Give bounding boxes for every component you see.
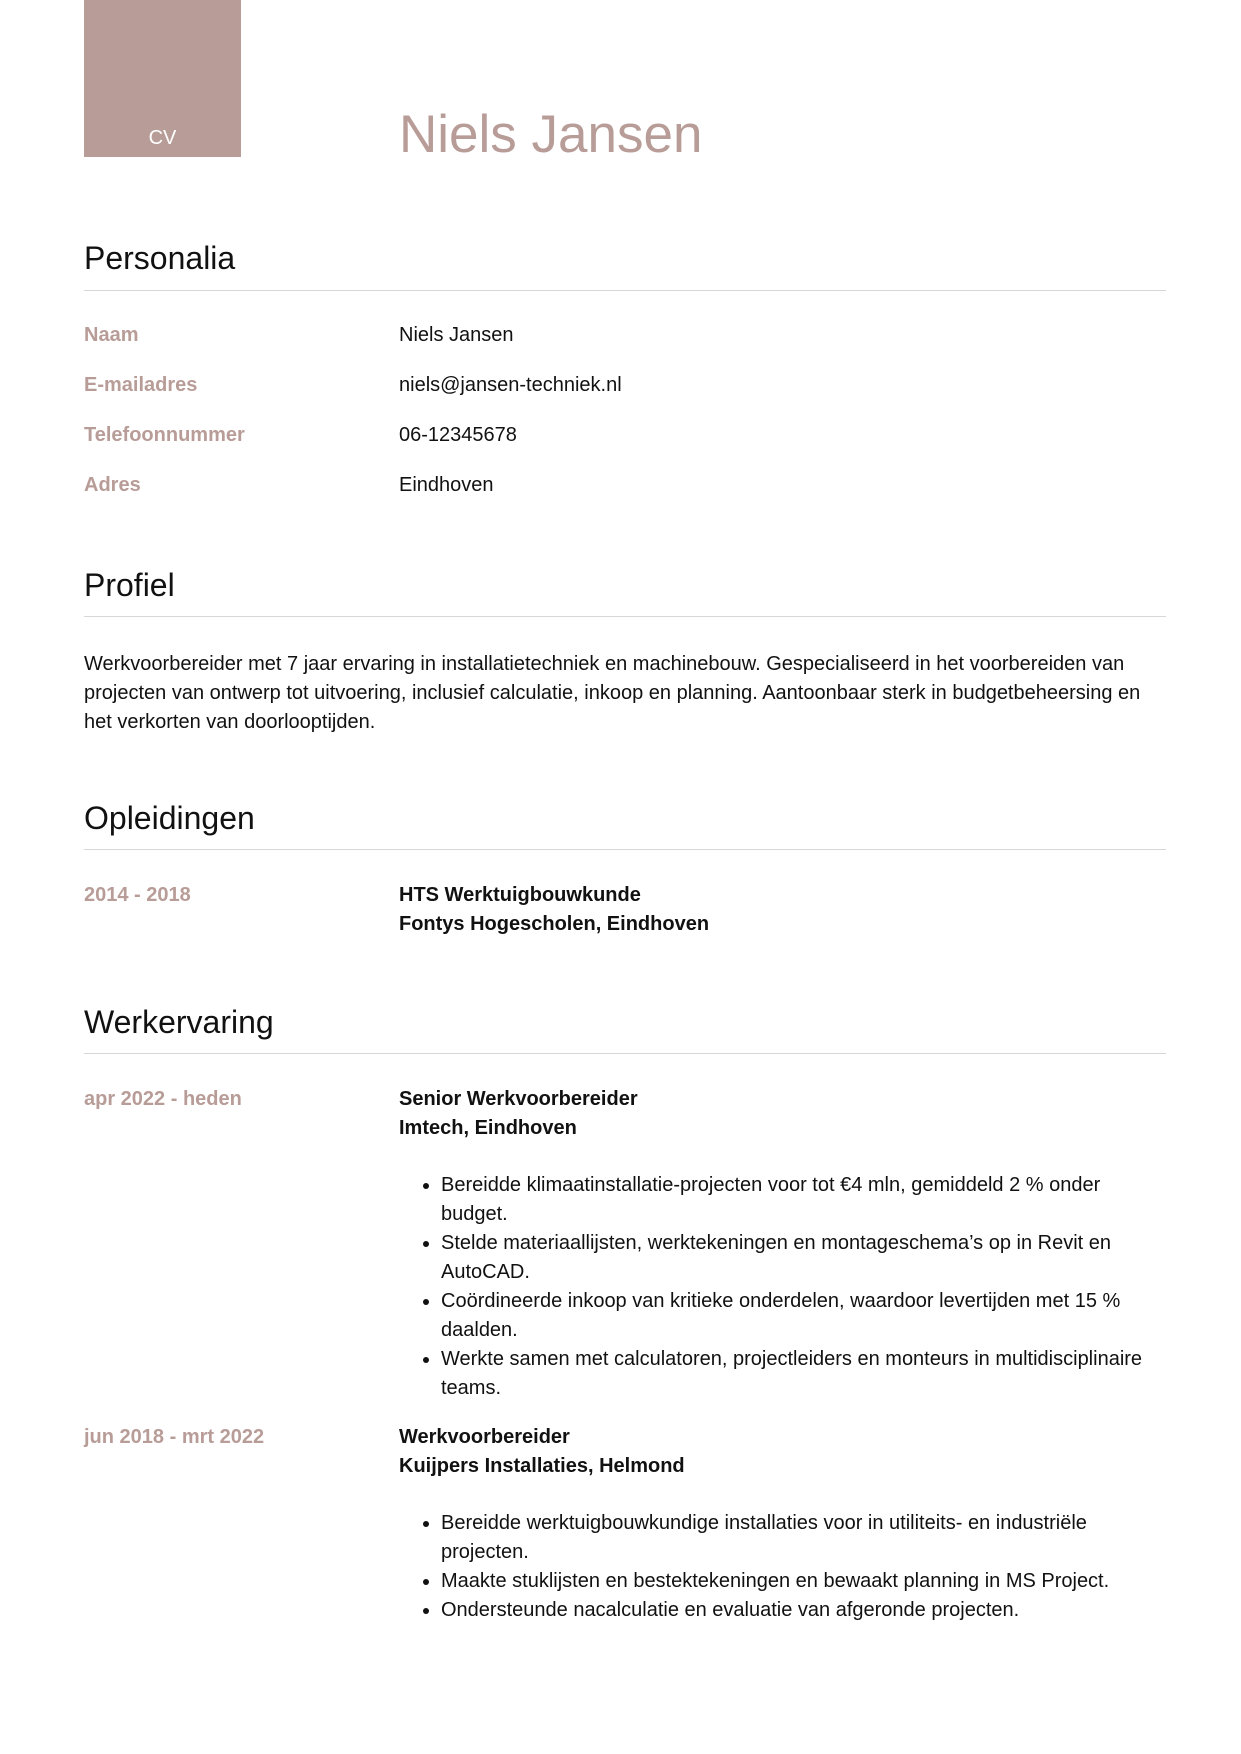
- section-title-personalia: Personalia: [84, 240, 236, 276]
- section-title-profiel: Profiel: [84, 567, 175, 603]
- work-period: jun 2018 - mrt 2022: [84, 1426, 265, 1448]
- field-value: 06-12345678: [399, 424, 517, 446]
- education-degree: HTS Werktuigbouwkunde: [399, 884, 641, 906]
- work-bullets: [399, 1509, 1166, 1625]
- field-label: Telefoonnummer: [84, 424, 245, 446]
- work-role: Senior Werkvoorbereider: [399, 1088, 638, 1110]
- cv-logo: [84, 0, 241, 157]
- field-value: Niels Jansen: [399, 324, 514, 346]
- education-details: [399, 881, 1166, 939]
- field-label: Naam: [84, 324, 139, 346]
- field-label: Adres: [84, 474, 141, 496]
- divider: [84, 616, 1166, 617]
- section-title-werkervaring: Werkervaring: [84, 1004, 274, 1040]
- list-item: • Bereidde klimaatinstallatie-projecten voor tot €4 mln, gemiddeld 2 % onder budget.: [441, 1171, 1166, 1229]
- field-value: niels@jansen-techniek.nl: [399, 374, 622, 396]
- divider: [84, 290, 1166, 291]
- candidate-name: Niels Jansen: [399, 105, 703, 164]
- work-role: Werkvoorbereider: [399, 1426, 570, 1448]
- list-item: • Ondersteunde nacalculatie en evaluatie van afgeronde projecten.: [441, 1596, 1166, 1625]
- list-item: • Bereidde werktuigbouwkundige installaties voor in utiliteits- en industriële projecten.: [441, 1509, 1166, 1567]
- work-company: Imtech, Eindhoven: [399, 1117, 577, 1139]
- work-bullets: [399, 1171, 1166, 1403]
- field-label: E-mailadres: [84, 374, 198, 396]
- profile-text: Werkvoorbereider met 7 jaar ervaring in installatietechniek en machinebouw. Gespecialiseerd in het voorbereiden van projecten van ontwerp tot uitvoering, inclusief calculatie, inkoop en planning. Aantoonbaar sterk in budgetbeheersing en het verkorten van doorlooptijden.: [84, 653, 1141, 733]
- work-details: [399, 1423, 1166, 1625]
- work-period: apr 2022 - heden: [84, 1088, 242, 1110]
- field-value: Eindhoven: [399, 474, 494, 496]
- list-item: • Werkte samen met calculatoren, projectleiders en monteurs in multidisciplinaire teams.: [441, 1345, 1166, 1403]
- education-school: Fontys Hogescholen, Eindhoven: [399, 913, 710, 935]
- list-item: • Coördineerde inkoop van kritieke onderdelen, waardoor levertijden met 15 % daalden.: [441, 1287, 1166, 1345]
- work-details: [399, 1085, 1166, 1403]
- divider: [84, 849, 1166, 850]
- list-item: • Stelde materiaallijsten, werktekeningen en montageschema’s op in Revit en AutoCAD.: [441, 1229, 1166, 1287]
- divider: [84, 1053, 1166, 1054]
- work-company: Kuijpers Installaties, Helmond: [399, 1455, 685, 1477]
- section-title-opleidingen: Opleidingen: [84, 800, 255, 836]
- education-period: 2014 - 2018: [84, 884, 191, 906]
- list-item: • Maakte stuklijsten en bestektekeningen en bewaakt planning in MS Project.: [441, 1567, 1166, 1596]
- logo-text: CV: [148, 127, 177, 149]
